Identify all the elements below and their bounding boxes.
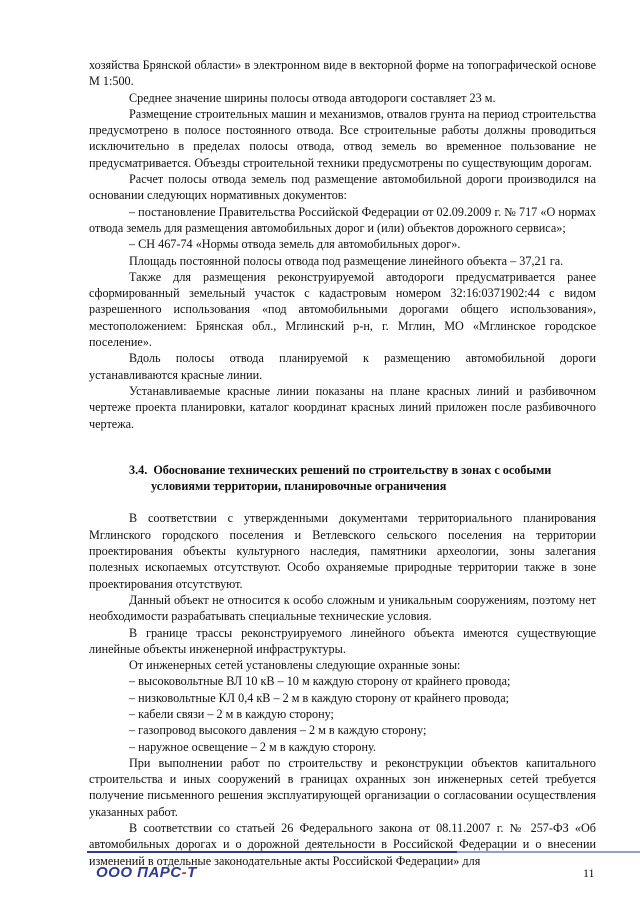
paragraph: Данный объект не относится к особо сложным и уникальным сооружениям, поэтому нет необходимости разрабатывать специальные технические условия. [89,592,596,624]
paragraph: – газопровод высокого давления – 2 м в каждую сторону; [129,723,427,738]
paragraph: – постановление Правительства Российской Федерации от 02.09.2009 г. № 717 «О нормах отвода земель для размещения автомобильных дорог и (или) объектов дорожного сервиса»; [89,204,596,235]
text-block-bottom [89,510,596,869]
paragraph: – низковольтные КЛ 0,4 кВ – 2 м в каждую сторону от крайнего провода; [129,690,509,705]
paragraph: От инженерных сетей установлены следующие охранные зоны: [129,658,461,673]
page-number: 11 [583,866,595,880]
paragraph: В границе трассы реконструируемого линейного объекта имеются существующие линейные объекты инженерной инфраструктуры. [89,625,596,656]
section-title-line1: Обоснование технических решений по строительству в зонах с особыми [153,462,552,477]
paragraph: – кабели связи – 2 м в каждую сторону; [129,706,334,721]
paragraph: Вдоль полосы отвода планируемой к размещению автомобильной дороги устанавливаются красные линии. [89,351,596,382]
paragraph: – наружное освещение – 2 м в каждую сторону. [129,739,376,754]
paragraph: – высоковольтные ВЛ 10 кВ – 10 м каждую сторону от крайнего провода; [129,674,511,689]
section-number: 3.4. [129,462,148,477]
footer-rule [87,851,457,853]
paragraph: – СН 467-74 «Нормы отвода земель для автомобильных дорог». [129,237,461,252]
spacer [89,432,596,462]
paragraph: Среднее значение ширины полосы отвода автодороги составляет 23 м. [129,90,496,105]
paragraph: В соответствии с утвержденными документами территориального планирования Мглинского городского поселения и Ветлевского сельского поселения на территории проектирования объекты культурного наследия, памятники археологии, зоны залегания полезных ископаемых отсутствуют. Особо охраняемые природные территории также в зоне проектирования отсутствуют. [89,511,596,591]
paragraph: При выполнении работ по строительству и реконструкции объектов капитального строительства и иных сооружений в границах охранных зон инженерных сетей требуется получение письменного решения эксплуатирующей организации о согласовании осуществления указанных работ. [89,755,596,819]
section-heading [89,462,596,495]
spacer [89,494,596,510]
paragraph: Размещение строительных машин и механизмов, отвалов грунта на период строительства предусмотрено в полосе постоянного отвода. Все строительные работы должны проводиться исключительно в пределах полосы отвода, отвод земель во временное пользование не предусматривается. Объезды строительной техники предусмотрены по существующим дорогам. [89,106,596,170]
paragraph: Площадь постоянной полосы отвода под размещение линейного объекта – 37,21 га. [129,253,564,268]
document-body [89,57,596,869]
paragraph: В соответствии со статьей 26 Федерального закона от 08.11.2007 г. № 257-ФЗ «Об автомобильных дорогах и о дорожной деятельности в Российской Федерации и о внесении изменений в отдельные законодательные акты Российской Федерации» для [89,821,596,868]
company-logo [96,864,197,881]
logo-text-end: Т [187,864,197,881]
footer-rule-light [457,851,640,853]
paragraph: Устанавливаемые красные линии показаны на плане красных линий и разбивочном чертеже проекта планировки, каталог координат красных линий приложен после разбивочного чертежа. [89,383,596,431]
section-title-line2: условиями территории, планировочные ограничения [151,479,447,494]
paragraph: хозяйства Брянской области» в электронном виде в векторной форме на топографической основе М 1:500. [89,58,596,89]
logo-text-main: ООО ПАРС [96,864,182,881]
text-block-top [89,57,596,432]
paragraph: Также для размещения реконструируемой автодороги предусматривается ранее сформированный земельный участок с кадастровым номером 32:16:0371902:44 с видом разрешенного использования «под автомобильными дорогами общего использования», местоположением: Брянская обл., Мглинский р-н, г. Мглин, МО «Мглинское городское поселение». [89,269,596,350]
paragraph: Расчет полосы отвода земель под размещение автомобильной дороги производился на основании следующих нормативных документов: [89,172,596,203]
logo-dash: - [181,864,188,881]
